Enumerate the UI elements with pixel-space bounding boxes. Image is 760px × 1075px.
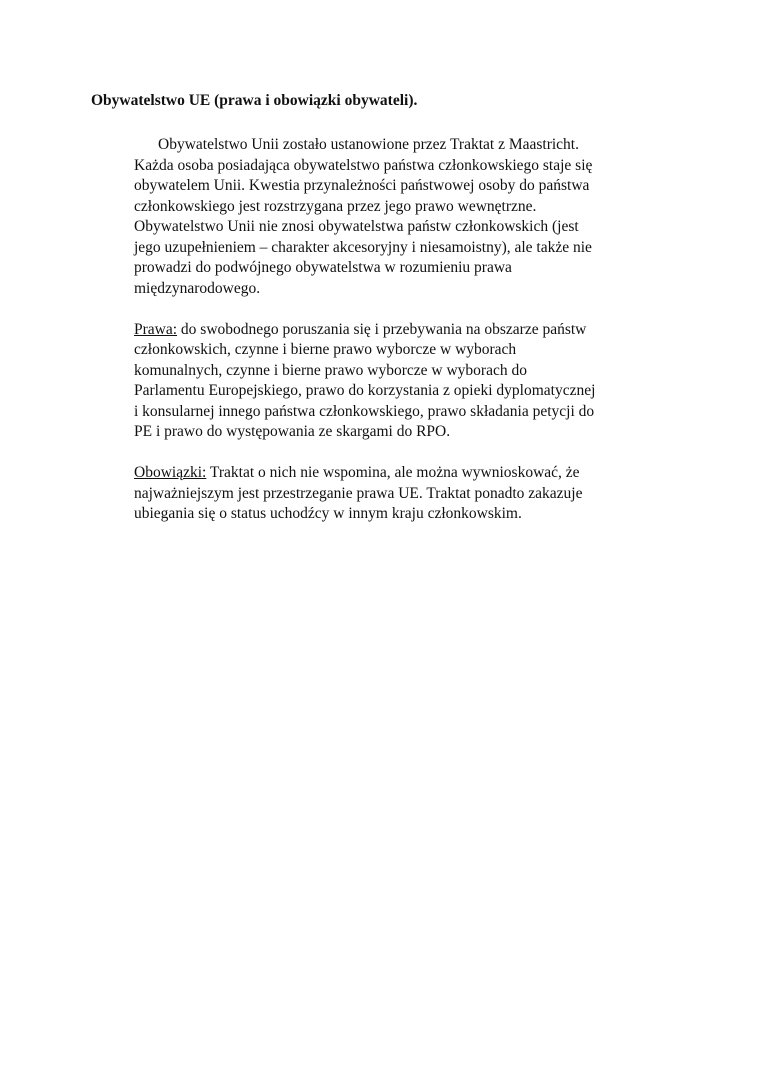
paragraph-line: obywatelem Unii. Kwestia przynależności państwowej osoby do państwa: [134, 177, 590, 194]
document-body: [134, 135, 694, 525]
paragraph-line: członkowskiego jest rozstrzygana przez jego prawo wewnętrzne.: [134, 197, 537, 215]
rights-paragraph: [134, 320, 694, 443]
paragraph-line: prowadzi do podwójnego obywatelstwa w rozumieniu prawa: [134, 259, 512, 276]
paragraph-line: [134, 320, 694, 341]
paragraph-line: i konsularnej innego państwa członkowskiego, prawo składania petycji do: [134, 402, 595, 420]
rights-label: Prawa:: [134, 320, 178, 338]
paragraph-line: ubiegania się o status uchodźcy w innym kraju członkowskim.: [134, 505, 522, 522]
paragraph-line: komunalnych, czynne i bierne prawo wyborcze w wyborach do: [134, 361, 527, 379]
duties-paragraph: [134, 463, 694, 525]
paragraph-line: Parlamentu Europejskiego, prawo do korzystania z opieki dyplomatycznej: [134, 382, 596, 399]
paragraph-gap: [134, 443, 694, 464]
paragraph-line: Obywatelstwo Unii zostało ustanowione przez Traktat z Maastricht.: [158, 136, 579, 153]
document-title: Obywatelstwo UE (prawa i obowiązki obywateli).: [91, 92, 418, 109]
paragraph-line: jego uzupełnieniem – charakter akcesoryjny i niesamoistny), ale także nie: [134, 238, 592, 256]
paragraph-line: PE i prawo do występowania ze skargami do RPO.: [134, 423, 451, 440]
paragraph-line: najważniejszym jest przestrzeganie prawa UE. Traktat ponadto zakazuje: [134, 484, 583, 502]
intro-paragraph: [134, 135, 694, 299]
paragraph-line: Obywatelstwo Unii nie znosi obywatelstwa państw członkowskich (jest: [134, 218, 579, 235]
paragraph-line: [134, 463, 694, 484]
paragraph-gap: [134, 299, 694, 320]
duties-label: Obowiązki:: [134, 464, 207, 481]
paragraph-line: Każda osoba posiadająca obywatelstwo państwa członkowskiego staje się: [134, 156, 593, 174]
paragraph-line: członkowskich, czynne i bierne prawo wyborcze w wyborach: [134, 341, 517, 358]
rights-first-line-text: do swobodnego poruszania się i przebywania na obszarze państw: [177, 320, 587, 338]
duties-first-line-text: Traktat o nich nie wspomina, ale można wywnioskować, że: [206, 464, 580, 481]
paragraph-line: międzynarodowego.: [134, 279, 261, 297]
